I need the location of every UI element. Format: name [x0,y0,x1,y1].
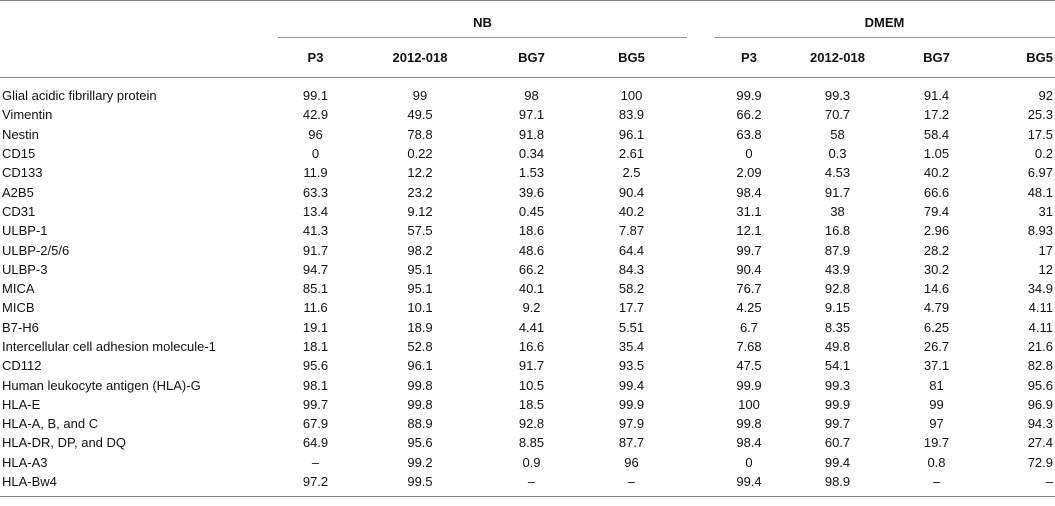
table-cell: 97.1 [518,107,545,123]
row-label: Intercellular cell adhesion molecule-1 [2,339,216,354]
table-row [0,260,1055,279]
table-cell: 35.4 [618,339,645,354]
row-label: HLA-A3 [2,454,48,470]
table-cell: 16.8 [824,223,851,239]
table-cell: 98.1 [302,377,329,393]
table-cell: 23.2 [407,184,433,200]
table-cell: 70.7 [824,107,851,123]
table-row [0,318,1055,337]
table-cell: 84.3 [618,261,645,277]
table-cell: 48.1 [1027,184,1053,200]
column-gap [687,279,714,298]
table-row [0,433,1055,452]
column-header: P3 [307,50,324,65]
table-cell: 66.6 [923,184,950,200]
table-cell: 58.2 [618,281,645,297]
table-cell: 87.7 [618,435,645,451]
table-row [0,202,1055,221]
table-cell: 96.1 [407,358,433,374]
table-cell: 9.2 [522,300,541,316]
table-cell: 98 [524,88,539,104]
column-gap [687,221,714,240]
column-gap [687,182,714,201]
column-header: BG7 [923,50,950,65]
table-cell: 12.1 [736,223,762,239]
table-cell: 81 [929,377,944,393]
table-cell: 93.5 [618,358,645,374]
table-cell: 97 [929,416,944,432]
table-cell: 19.1 [302,319,329,335]
table-cell: 99.3 [824,88,851,104]
table-cell: 99 [929,396,944,412]
table-cell: 96.9 [1027,396,1053,412]
table-cell: 6.7 [739,319,759,335]
row-label: CD15 [2,146,36,162]
table-cell: 64.4 [618,242,645,258]
table-cell: 18.9 [407,319,433,335]
table-cell: 99.3 [824,377,851,393]
table-cell: 52.8 [407,339,433,354]
table-cell: 95.6 [407,435,433,451]
table-cell: 99.4 [736,474,762,490]
table-cell: 83.9 [618,107,645,123]
table-cell: 49.8 [824,339,851,354]
table-cell: 48.6 [518,242,545,258]
table-cell: 0 [311,146,320,162]
table-row [0,144,1055,163]
table-cell: 17.5 [1027,126,1053,142]
table-cell: 0.22 [407,146,433,162]
column-gap [687,260,714,279]
column-gap [687,318,714,337]
table-cell: 54.1 [824,358,851,374]
table-cell: 34.9 [1027,281,1053,297]
table-cell: 99.9 [824,396,851,412]
table-cell: 7.68 [736,339,762,354]
row-label: Vimentin [2,107,53,123]
column-header: 2012-018 [392,50,448,65]
table-cell: 18.1 [302,339,329,354]
column-gap [687,453,714,472]
table-row [0,105,1055,124]
row-label: HLA-Bw4 [2,474,57,490]
table-cell: 11.9 [303,165,328,181]
table-cell: 17.2 [923,107,950,123]
column-header: P3 [741,50,757,65]
table-cell: 10.1 [407,300,433,316]
column-gap [687,375,714,394]
table-cell: 11.6 [303,300,328,316]
table-cell: 87.9 [824,242,851,258]
table-row [0,375,1055,394]
table-cell: 8.35 [824,319,851,335]
table-cell: 37.1 [923,358,950,374]
table-cell: 63.3 [302,184,329,200]
column-gap [687,395,714,414]
row-label: ULBP-1 [2,223,48,239]
table-cell: 99.9 [736,88,762,104]
table-cell: 49.5 [407,107,433,123]
row-label: MICA [2,281,35,297]
table-cell: 30.2 [923,261,950,277]
table-cell: 99.8 [407,377,433,393]
table-cell: 58.4 [923,126,950,142]
column-gap [687,125,714,144]
row-label: CD112 [2,358,42,374]
table-header [0,1,1055,87]
table-cell: 99.8 [736,416,762,432]
row-label: CD133 [2,165,43,181]
header-spacer [0,7,278,38]
table-cell: 21.6 [1027,339,1053,354]
table-cell: 0 [745,146,753,162]
table-cell: 99.8 [407,396,433,412]
table-cell: 0.2 [1034,146,1053,162]
table-row [0,414,1055,433]
row-label: Nestin [2,126,39,142]
header-gap [687,38,714,78]
table-cell: 0.3 [828,146,847,162]
bottom-rule [0,491,1055,497]
table-cell: 95.1 [407,281,433,297]
column-gap [687,105,714,124]
table-cell: 78.8 [407,126,433,142]
table-cell: 64.9 [302,435,329,451]
table-cell: 4.25 [736,300,762,316]
table-row [0,182,1055,201]
table-cell: 28.2 [923,242,950,258]
table-cell: 96 [624,454,639,470]
table-row [0,163,1055,182]
column-gap [687,86,714,105]
table-cell: 79.4 [923,203,950,219]
group-header-dmem: DMEM [714,7,1055,38]
row-label: HLA-A, B, and C [2,416,99,432]
table-cell: 57.5 [407,223,433,239]
table-cell: 92 [1038,88,1053,104]
table-cell: 99.7 [302,396,329,412]
table-cell: – [932,474,941,490]
row-label: A2B5 [2,184,34,200]
table-cell: 1.05 [923,146,950,162]
column-header: BG5 [618,50,645,65]
table-cell: 88.9 [407,416,433,432]
table-cell: 47.5 [736,358,762,374]
table-cell: 100 [620,88,643,104]
table-cell: 4.41 [518,319,545,335]
column-gap [687,298,714,317]
table-cell: 43.9 [824,261,851,277]
table-cell: 99.1 [302,88,329,104]
table-cell: 27.4 [1027,435,1053,451]
table-cell: – [311,454,320,470]
table-cell: 90.4 [736,261,762,277]
table-cell: 100 [738,396,760,412]
table-cell: 41.3 [302,223,329,239]
table-cell: 0 [745,454,753,470]
table-row [0,240,1055,259]
table-cell: – [527,474,536,490]
table-cell: – [627,474,636,490]
column-gap [687,414,714,433]
table-cell: 16.6 [518,339,545,354]
header-rule [0,78,1055,87]
group-header-nb: NB [278,7,687,38]
table-cell: 6.97 [1027,165,1053,181]
column-gap [687,163,714,182]
row-label: ULBP-2/5/6 [2,242,70,258]
column-gap [687,356,714,375]
table-cell: 85.1 [302,281,329,297]
table-cell: 91.7 [824,184,851,200]
row-label: HLA-E [2,396,41,412]
table-cell: 91.7 [518,358,545,374]
table-cell: 9.12 [407,203,433,219]
table-cell: 91.8 [518,126,545,142]
table-cell: 4.11 [1028,319,1053,335]
table-row [0,86,1055,105]
table-cell: 66.2 [736,107,762,123]
table-cell: 40.2 [618,203,645,219]
row-label: HLA-DR, DP, and DQ [2,435,127,451]
table-cell: 8.93 [1027,223,1053,239]
column-header: BG5 [1026,50,1053,65]
table-cell: 19.7 [923,435,950,451]
table-cell: 7.87 [618,223,645,239]
table-cell: 40.1 [518,281,545,297]
header-gap [687,7,714,38]
table-cell: 97.9 [618,416,645,432]
table-cell: 0.9 [522,454,541,470]
row-label: MICB [2,300,35,316]
row-label: CD31 [2,203,36,219]
table-cell: 95.1 [407,261,433,277]
table-cell: 99.7 [824,416,851,432]
table-cell: 17 [1038,242,1053,258]
table-cell: 99.7 [736,242,762,258]
table-cell: 99.9 [618,396,645,412]
table-cell: 0.45 [518,203,545,219]
table-cell: 97.2 [302,474,329,490]
table-cell: 98.9 [824,474,851,490]
table-row [0,337,1055,356]
column-gap [687,472,714,491]
table-cell: 12.2 [407,165,433,181]
row-label-header [0,38,278,78]
table-row [0,221,1055,240]
row-label: Glial acidic fibrillary protein [2,88,157,104]
table-cell: 60.7 [824,435,851,451]
table-cell: 94.3 [1027,416,1053,432]
table-cell: 67.9 [302,416,329,432]
table-row [0,395,1055,414]
table-cell: 99.4 [618,377,645,393]
table-cell: 66.2 [518,261,545,277]
table-cell: 4.53 [824,165,851,181]
table-cell: 91.4 [923,88,950,104]
table-cell: 98.2 [407,242,433,258]
table-cell: 38 [830,203,845,219]
table-cell: 99 [412,88,428,104]
table-row [0,298,1055,317]
table-cell: 99.5 [407,474,433,490]
table-row [0,453,1055,472]
table-cell: 12 [1038,261,1053,277]
column-header: BG7 [518,50,545,65]
table-body [0,86,1055,491]
table-cell: 26.7 [923,339,950,354]
table-cell: 2.09 [736,165,762,181]
table-cell: 8.85 [518,435,545,451]
table-cell: 63.8 [736,126,762,142]
table-cell: 94.7 [302,261,329,277]
table-cell: 6.25 [923,319,950,335]
table-cell: 1.53 [518,165,545,181]
table-cell: 25.3 [1027,107,1053,123]
table-cell: 82.8 [1027,358,1053,374]
table-cell: 17.7 [618,300,645,316]
row-label: B7-H6 [2,319,39,335]
row-label: ULBP-3 [2,261,48,277]
column-gap [687,433,714,452]
table-cell: 95.6 [1027,377,1053,393]
table-cell: 4.79 [923,300,950,316]
table-cell: 31.1 [736,203,762,219]
table-cell: 99.9 [736,377,762,393]
table-cell: 0.8 [927,454,946,470]
column-gap [687,144,714,163]
table-cell: – [1045,474,1053,490]
table-cell: 98.4 [736,184,762,200]
table-cell: 99.2 [407,454,433,470]
column-header: 2012-018 [810,50,865,65]
table-cell: 39.6 [518,184,545,200]
table-cell: 5.51 [618,319,645,335]
table-row [0,356,1055,375]
table-row [0,125,1055,144]
table-cell: 2.96 [923,223,950,239]
table-cell: 14.6 [923,281,950,297]
table-cell: 90.4 [618,184,645,200]
table-cell: 72.9 [1027,454,1053,470]
table-cell: 4.11 [1028,300,1053,316]
column-gap [687,240,714,259]
table-cell: 40.2 [923,165,950,181]
table-cell: 98.4 [736,435,762,451]
table-cell: 91.7 [302,242,329,258]
table-cell: 92.8 [518,416,545,432]
row-label: Human leukocyte antigen (HLA)-G [2,377,201,393]
table-cell: 99.4 [824,454,851,470]
table-cell: 58 [830,126,845,142]
table-cell: 31 [1038,203,1053,219]
table-cell: 76.7 [736,281,762,297]
table-cell: 13.4 [302,203,329,219]
column-gap [687,337,714,356]
table-cell: 18.6 [518,223,545,239]
table-cell: 18.5 [518,396,545,412]
table-cell: 2.5 [622,165,641,181]
table-cell: 42.9 [302,107,329,123]
table-cell: 92.8 [824,281,851,297]
table-cell: 9.15 [824,300,851,316]
table-row [0,472,1055,491]
table-cell: 96 [308,126,323,142]
table-cell: 10.5 [518,377,545,393]
column-gap [687,202,714,221]
table-row [0,279,1055,298]
table-cell: 0.34 [518,146,545,162]
table-cell: 95.6 [302,358,329,374]
table-cell: 96.1 [618,126,645,142]
table-cell: 2.61 [618,146,645,162]
